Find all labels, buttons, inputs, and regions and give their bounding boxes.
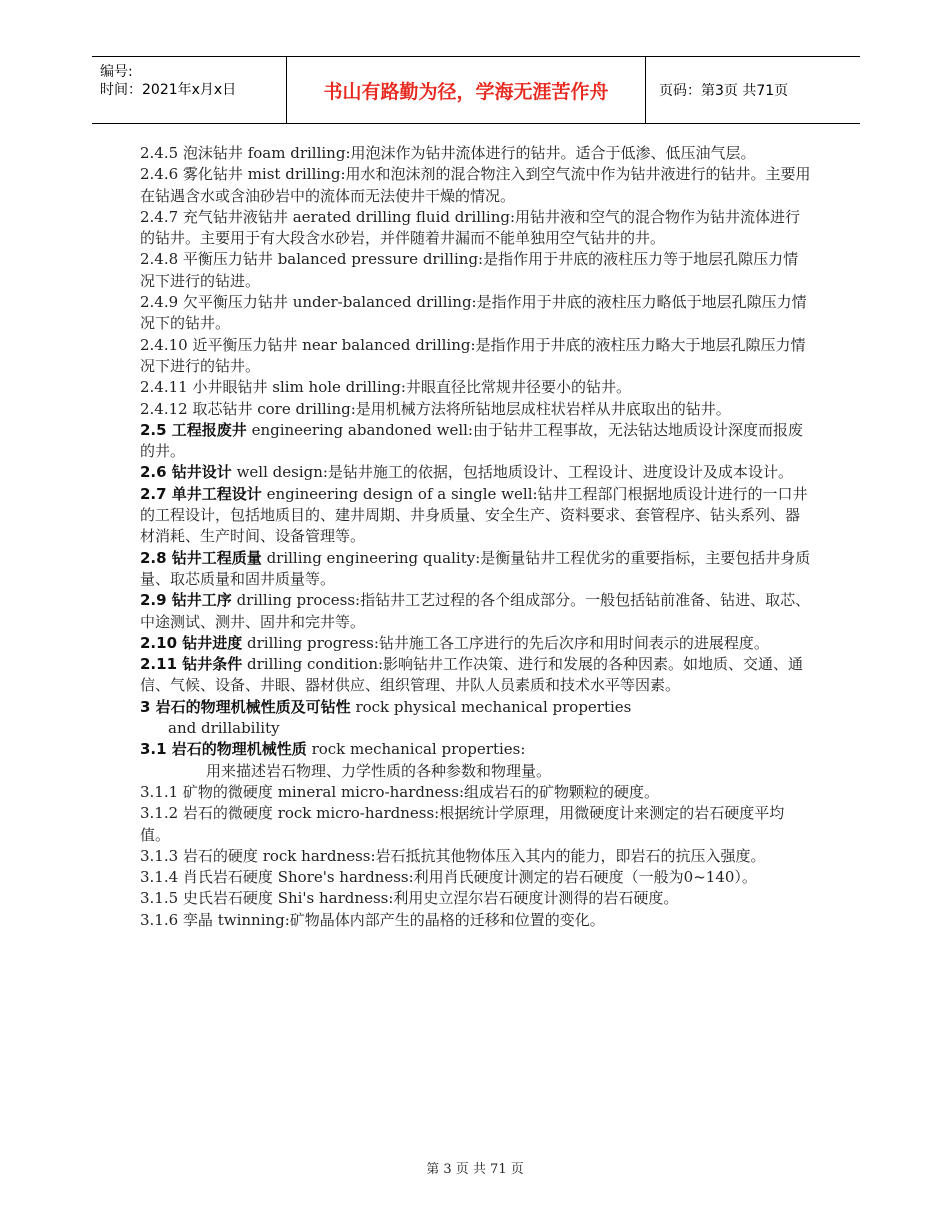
section-3-1-heading: 3.1 岩石的物理机械性质: [140, 740, 307, 759]
entry-3-1-4: 3.1.4 肖氏岩石硬度 Shore's hardness:利用肖氏硬度计测定的岩石硬度（一般为0~140）。: [140, 868, 757, 887]
section-2-8: [140, 548, 812, 591]
entry-3-1-5: 3.1.5 史氏岩石硬度 Shi's hardness:利用史立涅尔岩石硬度计测得的岩石硬度。: [140, 889, 679, 908]
entry-2-4-11: 2.4.11 小井眼钻井 slim hole drilling:井眼直径比常规井径要小的钻井。: [140, 378, 631, 397]
section-3-text-continued: and drillability: [168, 719, 280, 738]
section-3-1: [140, 739, 812, 760]
section-2-7-text: engineering design of a single well:钻井工程部门根据地质设计进行的一口井的工程设计，包括地质目的、建井周期、井身质量、安全生产、资料要求、套管程序、钻头系列、器材消耗、生产时间、设备管理等。: [140, 484, 808, 546]
entry-2-4-9: 2.4.9 欠平衡压力钻井 under-balanced drilling:是指作用于井底的液柱压力略低于地层孔隙压力情况下的钻井。: [140, 293, 807, 333]
section-2-11-heading: 2.11 钻井条件: [140, 655, 243, 674]
section-2-8-text: drilling engineering quality:是衡量钻井工程优劣的重要指标，主要包括井身质量、取芯质量和固井质量等。: [140, 548, 811, 588]
section-2-10: [140, 633, 812, 654]
section-2-9-heading: 2.9 钻井工序: [140, 591, 232, 610]
entry-2-4-12: 2.4.12 取芯钻井 core drilling:是用机械方法将所钻地层成柱状岩样从井底取出的钻井。: [140, 399, 731, 418]
section-2-5-text: engineering abandoned well:由于钻井工程事故，无法钻达地质设计深度而报废的井。: [140, 420, 803, 461]
section-2-9-text: drilling process:指钻井工艺过程的各个组成部分。一般包括钻前准备、钻进、取芯、中途测试、测井、固井和完井等。: [140, 591, 811, 631]
entry-3-1-1: 3.1.1 矿物的微硬度 mineral micro-hardness:组成岩石的矿物颗粒的硬度。: [140, 782, 659, 801]
entry-3-1-3: 3.1.3 岩石的硬度 rock hardness:岩石抵抗其他物体压入其内的能力，即岩石的抗压入强度。: [140, 846, 766, 865]
section-2-5-heading: 2.5 工程报废井: [140, 420, 247, 439]
section-3-text: rock physical mechanical properties: [350, 697, 632, 716]
section-2-10-heading: 2.10 钻井进度: [140, 633, 243, 652]
section-2-6-heading: 2.6 钻井设计: [140, 463, 232, 482]
page-header: [92, 56, 860, 124]
section-3: [140, 697, 812, 718]
entry-3-1-6: 3.1.6 孪晶 twinning:矿物晶体内部产生的晶格的迁移和位置的变化。: [140, 910, 605, 929]
section-3-1-description: 用来描述岩石物理、力学性质的各种参数和物理量。: [206, 761, 552, 780]
entry-3-1-2: 3.1.2 岩石的微硬度 rock micro-hardness:根据统计学原理，用微硬度计来测定的岩石硬度平均值。: [140, 804, 785, 844]
entry-2-4-5: 2.4.5 泡沫钻井 foam drilling:用泡沫作为钻井流体进行的钻井。适合于低渗、低压油气层。: [140, 144, 756, 162]
document-body: [140, 143, 812, 931]
section-2-11-text: drilling condition:影响钻井工作决策、进行和发展的各种因素。如地质、交通、通信、气候、设备、井眼、器材供应、组织管理、井队人员素质和技术水平等因素。: [140, 655, 804, 695]
header-motto: 书山有路勤为径，学海无涯苦作舟: [287, 57, 646, 123]
section-2-11: [140, 654, 812, 697]
section-2-9: [140, 590, 812, 633]
document-number-label: 编号:: [100, 64, 133, 80]
section-2-6: [140, 462, 812, 483]
entry-2-4-10: 2.4.10 近平衡压力钻井 near balanced drilling:是指作用于井底的液柱压力略大于地层孔隙压力情况下进行的钻井。: [140, 335, 806, 375]
page-footer: 第 3 页 共 71 页: [426, 1162, 524, 1177]
entry-2-4-6: 2.4.6 雾化钻井 mist drilling:用水和泡沫剂的混合物注入到空气流中作为钻井液进行的钻井。主要用在钻遇含水或含油砂岩中的流体而无法使井干燥的情况。: [140, 165, 811, 205]
entry-2-4-8: 2.4.8 平衡压力钻井 balanced pressure drilling:是指作用于井底的液柱压力等于地层孔隙压力情况下进行的钻进。: [140, 250, 799, 290]
section-2-8-heading: 2.8 钻井工程质量: [140, 548, 262, 567]
header-meta: [92, 57, 287, 123]
header-page-info: 页码：第3页 共71页: [659, 83, 789, 99]
section-2-5: [140, 420, 812, 463]
document-time-label: 时间：2021年x月x日: [100, 82, 237, 98]
section-2-6-text: well design:是钻井施工的依据，包括地质设计、工程设计、进度设计及成本设计。: [231, 463, 793, 482]
entry-2-4-7: 2.4.7 充气钻井液钻井 aerated drilling fluid drilling:用钻井液和空气的混合物作为钻井流体进行的钻井。主要用于有大段含水砂岩，并伴随着井漏而不能单独用空气钻井的井。: [140, 207, 801, 248]
section-2-7-heading: 2.7 单井工程设计: [140, 484, 262, 503]
section-2-10-text: drilling progress:钻井施工各工序进行的先后次序和用时间表示的进展程度。: [242, 633, 769, 652]
section-2-7: [140, 484, 812, 548]
section-3-1-text: rock mechanical properties:: [306, 740, 526, 759]
section-3-heading: 3 岩石的物理机械性质及可钻性: [140, 697, 351, 716]
